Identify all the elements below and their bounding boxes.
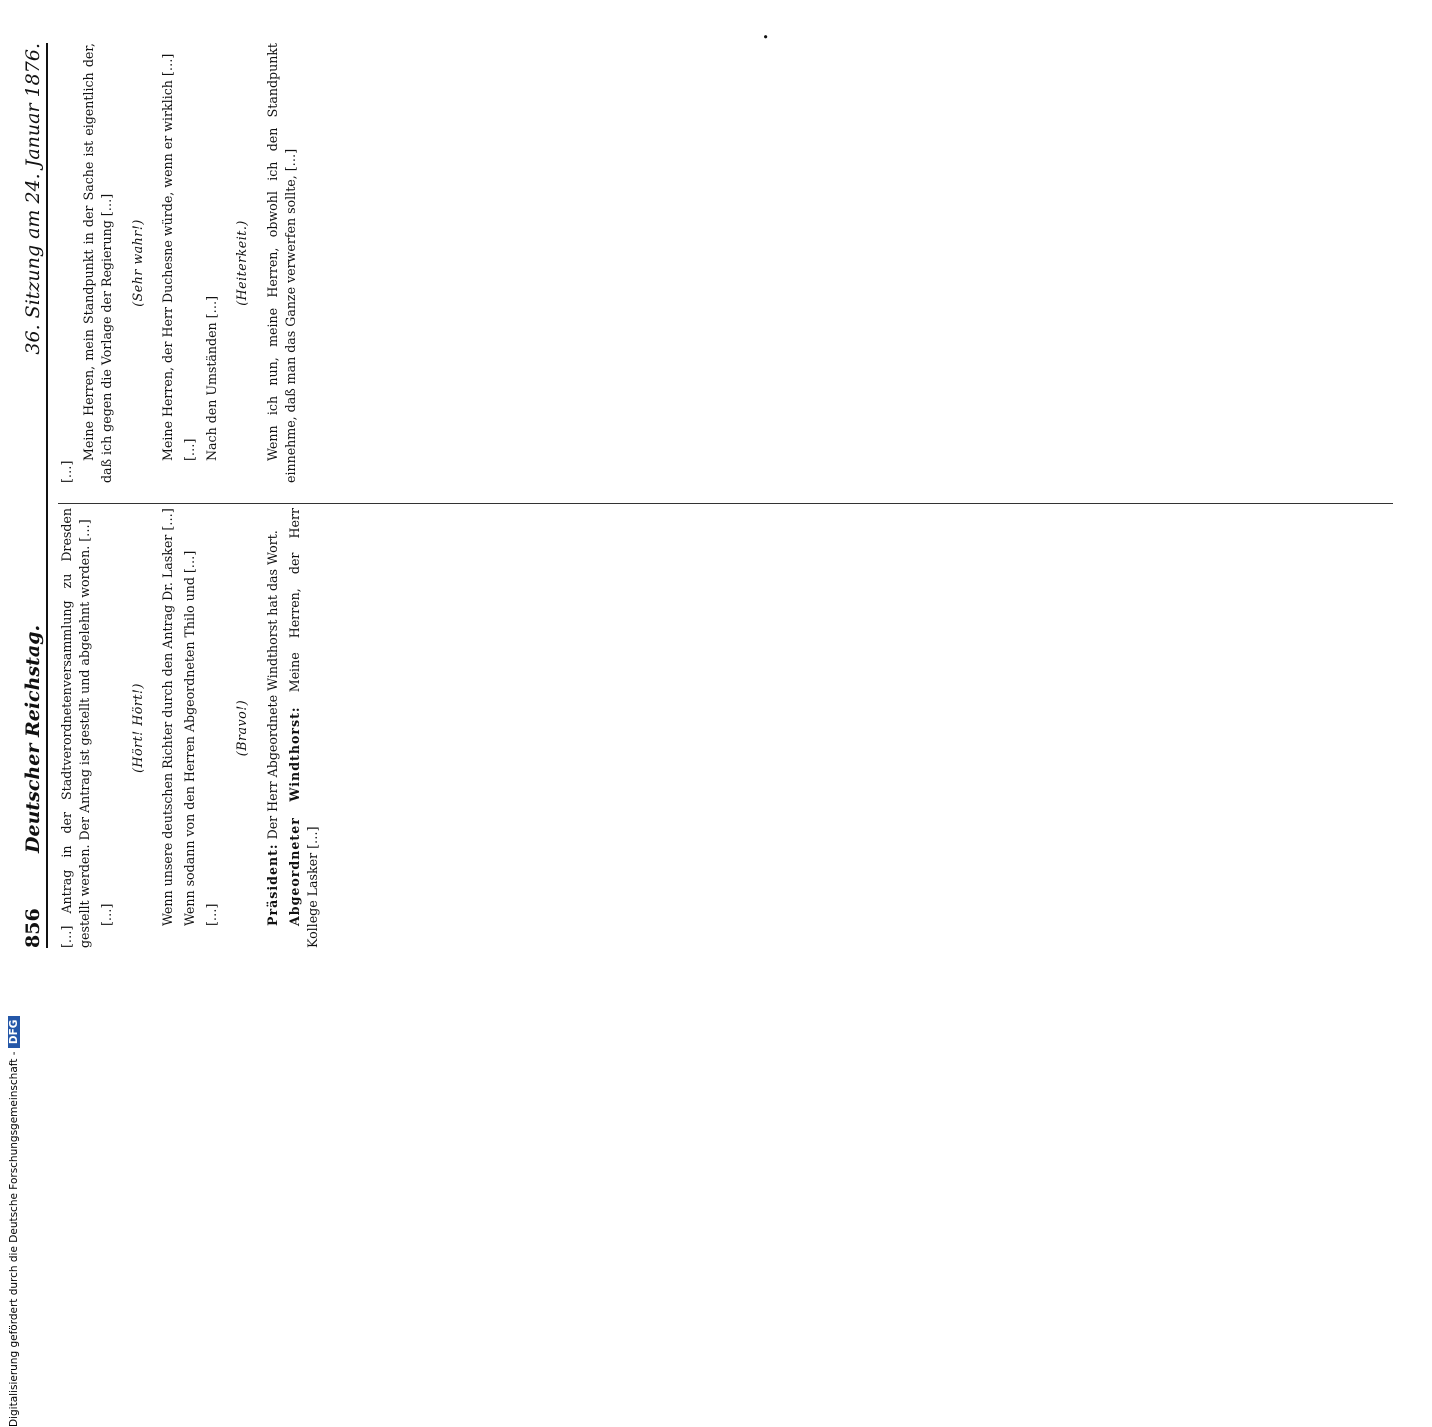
right-para-2: Meine Herren, mein Standpunkt in der Sache ist eigentlich der, daß ich gegen die Vorlage der Regierung […]	[81, 43, 115, 483]
interjection-hoert: (Hört! Hört!)	[129, 683, 145, 773]
right-para-4: […]	[182, 438, 198, 461]
left-para-3: Wenn unsere deutschen Richter durch den Antrag Dr. Lasker […]	[159, 508, 175, 926]
left-para-1: […] Antrag in der Stadtverordnetenversammlung zu Dresden gestellt werden. Der Antrag ist gestellt und abgelehnt worden. […]	[59, 508, 93, 948]
page-number: 856	[22, 908, 44, 948]
column-divider	[58, 503, 1393, 504]
interjection-heiterkeit: (Heiterkeit.)	[234, 220, 250, 306]
right-para-1: […]	[59, 460, 74, 483]
left-para-5: […]	[204, 903, 220, 926]
interjection-sehr-wahr: (Sehr wahr!)	[129, 219, 145, 307]
windthorst-speech	[286, 508, 322, 948]
right-para-6: Wenn ich nun, meine Herren, obwohl ich den Standpunkt einnehme, daß man das Ganze verwerfen sollte, […]	[264, 43, 298, 483]
speaker-label: Abgeordneter Windthorst:	[286, 706, 302, 926]
president-label: Präsident:	[264, 843, 280, 926]
left-para-2: […]	[99, 903, 115, 926]
president-statement	[264, 508, 282, 948]
speaker-text: Meine Herren, der Herr Kollege Lasker […]	[286, 508, 321, 948]
right-para-3: Meine Herren, der Herr Duchesne würde, wenn er wirklich […]	[159, 53, 175, 461]
dfg-note-text: Digitalisierung gefördert durch die Deutsche Forschungsgemeinschaft -	[8, 1051, 20, 1427]
center-mark: •	[760, 33, 773, 40]
dfg-note	[8, 1016, 20, 1427]
session-title: 36. Sitzung am 24. Januar 1876.	[22, 43, 44, 355]
left-column	[58, 508, 1393, 948]
right-column	[58, 43, 1393, 483]
publication-title: Deutscher Reichstag.	[22, 624, 44, 853]
running-header	[18, 43, 48, 948]
right-para-5: Nach den Umständen […]	[204, 295, 220, 461]
interjection-bravo: (Bravo!)	[234, 699, 250, 757]
president-text: Der Herr Abgeordnete Windthorst hat das Wort.	[264, 530, 280, 840]
left-para-4: Wenn sodann von den Herren Abgeordneten Thilo und […]	[182, 550, 198, 926]
dfg-logo: DFG	[8, 1016, 20, 1049]
